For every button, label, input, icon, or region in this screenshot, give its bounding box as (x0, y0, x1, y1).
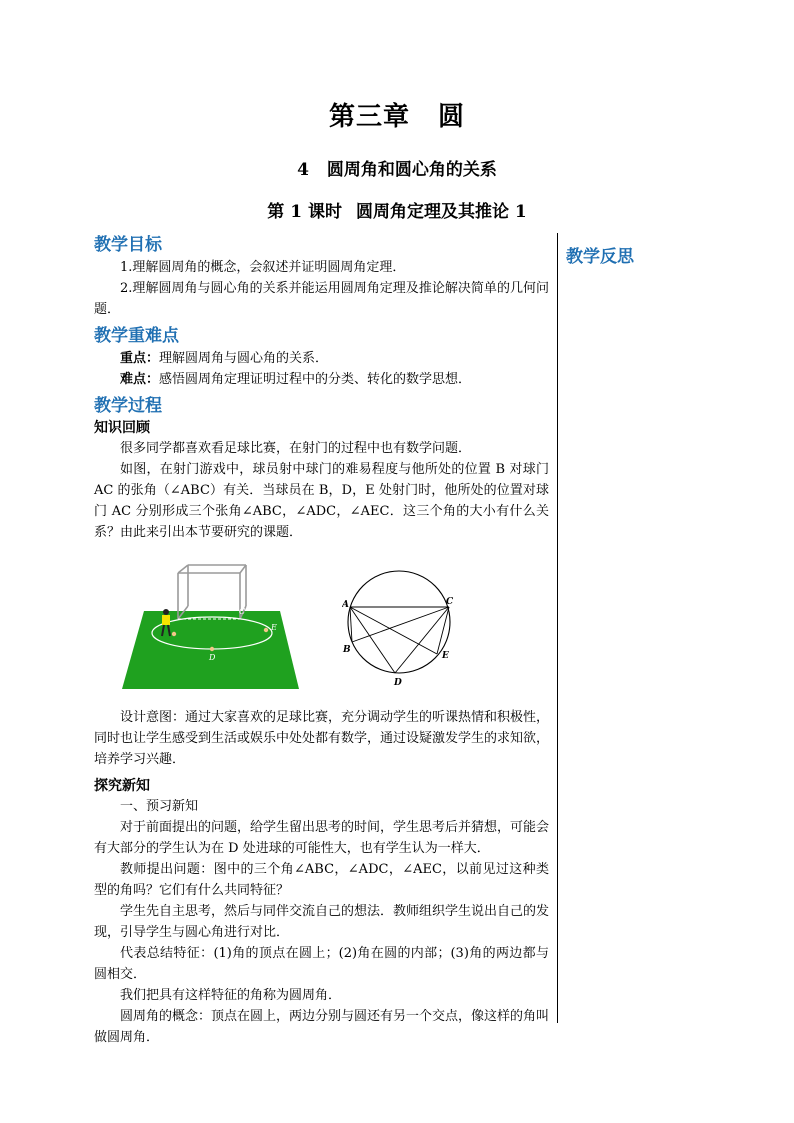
explore-heading: 探究新知 (94, 778, 150, 794)
circle-figure (342, 555, 454, 691)
main-column (94, 233, 549, 1048)
goal-frame (178, 565, 246, 619)
circle-label-a: A (342, 600, 349, 610)
chapter-title: 第三章 圆 (328, 102, 466, 132)
review-paragraph-1: 很多同学都喜欢看足球比赛，在射门的过程中也有数学问题． (120, 441, 472, 456)
circle-label-c: C (446, 597, 454, 607)
chords (350, 607, 449, 673)
explore-paragraph-4: 代表总结特征：(1)角的顶点在圆上；(2)角在圆的内部；(3)角的两边都与圆相交． (94, 946, 549, 982)
review-paragraph-2: 如图，在射门游戏中，球员射中球门的难易程度与他所处的位置 B 对球门 AC 的张角（∠ABC）有关．当球员在 B，D，E 处射门时，他所处的位置对球门 AC 分别形成三个张角∠ABC，∠ADC，∠AEC．这三个角的大小有什么关系？由此来引出本节要研究的课题． (94, 462, 549, 540)
design-intent: 设计意图：通过大家喜欢的足球比赛，充分调动学生的听课热情和积极性，同时也让学生感受到生活或娱乐中处处都有数学，通过设疑激发学生的求知欲，培养学习兴趣． (94, 710, 550, 767)
objective-item-2: 2.理解圆周角与圆心角的关系并能运用圆周角定理及推论解决简单的几何问题． (94, 281, 549, 317)
field-label-d: D (209, 653, 216, 662)
point-e (264, 628, 268, 632)
column-divider (557, 233, 558, 1023)
focus-text: 理解圆周角与圆心角的关系． (159, 351, 329, 366)
reflection-heading: 教学反思 (566, 247, 634, 267)
explore-paragraph-2: 教师提出问题：图中的三个角∠ABC，∠ADC，∠AEC，以前见过这种类型的角吗？它们有什么共同特征？ (94, 862, 549, 898)
explore-paragraph-3: 学生先自主思考，然后与同伴交流自己的想法．教师组织学生说出自己的发现，引导学生与圆心角进行对比． (94, 904, 550, 940)
objectives-heading: 教学目标 (94, 235, 162, 255)
explore-subheading: 一、预习新知 (120, 799, 199, 814)
focus-label: 重点： (120, 351, 160, 366)
soccer-field-figure (122, 561, 299, 689)
figures (94, 553, 549, 701)
point-d (210, 647, 214, 651)
review-heading: 知识回顾 (94, 420, 150, 436)
circle-outline (348, 571, 450, 673)
objective-item-1: 1.理解圆周角的概念，会叙述并证明圆周角定理． (120, 260, 406, 275)
field-label-e: E (271, 623, 277, 632)
keypoints-heading: 教学重难点 (94, 326, 179, 346)
explore-paragraph-5: 我们把具有这样特征的角称为圆周角． (120, 988, 342, 1003)
difficulty-label: 难点： (120, 372, 160, 387)
circle-label-e: E (442, 651, 449, 661)
process-heading: 教学过程 (94, 396, 162, 416)
lesson-title: 第 1 课时 圆周角定理及其推论 1 (267, 202, 527, 222)
field-label-c: C (239, 607, 246, 616)
difficulty-text: 感悟圆周角定理证明过程中的分类、转化的数学思想． (159, 372, 472, 387)
section-title: 4 圆周角和圆心角的关系 (297, 160, 497, 180)
circle-label-d: D (394, 678, 402, 688)
explore-paragraph-6: 圆周角的概念：顶点在圆上，两边分别与圆还有另一个交点，像这样的角叫做圆周角． (94, 1009, 550, 1045)
difficulty-line (94, 369, 549, 390)
explore-paragraph-1: 对于前面提出的问题，给学生留出思考的时间，学生思考后并猜想，可能会有大部分的学生认为在 D 处进球的可能性大，也有学生认为一样大． (94, 820, 550, 856)
ball-b (172, 632, 176, 636)
focus-line (94, 348, 549, 369)
circle-label-b: B (343, 645, 351, 655)
